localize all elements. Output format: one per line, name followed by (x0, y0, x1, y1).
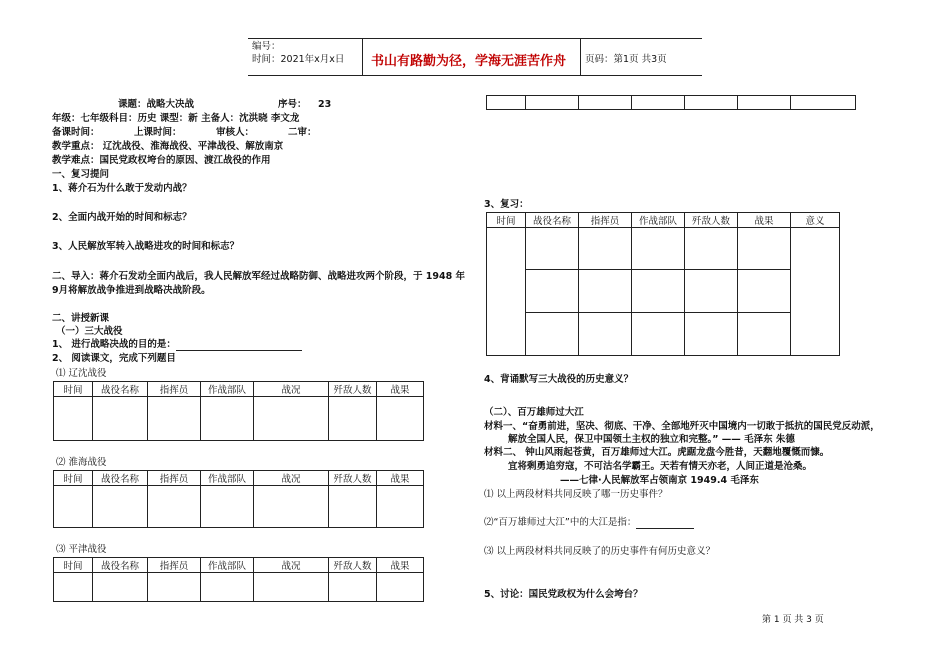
table-cell[interactable] (632, 270, 685, 313)
liaoshen-table (53, 381, 424, 441)
table-cell[interactable] (526, 313, 579, 356)
table-cell[interactable] (54, 573, 93, 602)
lesson-info-line: 年级：七年级科目：历史 课型：新 主备人：沈洪晓 李文龙 (52, 113, 300, 124)
table-cell[interactable] (791, 228, 840, 356)
intro-line-1: 二、导入：蒋介石发动全面内战后，我人民解放军经过战略防御、战略进攻两个阶段，于 1948 年 (52, 271, 466, 282)
table-header-cell: 战果 (377, 558, 424, 573)
prep-time-label: 备课时间： (52, 127, 100, 138)
table-cell[interactable] (738, 313, 791, 356)
table-cell[interactable] (148, 573, 201, 602)
table-cell[interactable] (791, 96, 856, 110)
review-q1: 1、蒋介石为什么敢于发动内战？ (52, 183, 192, 194)
table-header-cell: 战果 (377, 382, 424, 397)
table-cell[interactable] (148, 397, 201, 441)
table-header-cell: 战况 (254, 558, 329, 573)
header-time-label: 时间：2021年x月x日 (252, 54, 345, 65)
table-cell[interactable] (254, 573, 329, 602)
table-cell[interactable] (526, 96, 579, 110)
review-heading: 一、复习提问 (52, 169, 110, 180)
intro-line-2: 9月将解放战争推进到战略决战阶段。 (52, 285, 211, 296)
decisive-battle-purpose-label: 1、 进行战略决战的目的是： (52, 339, 176, 350)
table-cell[interactable] (685, 270, 738, 313)
material-1-line-1: 材料一、“奋勇前进，坚决、彻底、干净、全部地歼灭中国境内一切敢于抵抗的国民党反动派， (484, 421, 880, 432)
table-cell[interactable] (738, 96, 791, 110)
table-header-cell: 作战部队 (632, 213, 685, 228)
review-q3: 3、人民解放军转入战略进攻的时间和标志？ (52, 241, 240, 252)
three-battles-heading: （一）三大战役 (56, 326, 123, 337)
lesson-title: 课题：战略大决战 (118, 99, 195, 110)
table-cell[interactable] (54, 397, 93, 441)
battle-pingjin-label: ⑶ 平津战役 (56, 544, 107, 555)
header-top-rule (248, 38, 702, 39)
table-cell[interactable] (526, 228, 579, 270)
table-header-cell: 作战部队 (201, 471, 254, 486)
header-motto: 书山有路勤为径，学海无涯苦作舟 (371, 54, 567, 69)
table-cell[interactable] (685, 228, 738, 270)
table-header-cell: 战役名称 (526, 213, 579, 228)
table-header-cell: 作战部队 (201, 382, 254, 397)
table-cell[interactable] (377, 573, 424, 602)
table-cell[interactable] (329, 486, 377, 528)
table-cell[interactable] (685, 313, 738, 356)
second-prep-label: 二审： (288, 127, 317, 138)
table-cell[interactable] (487, 228, 526, 356)
header-code-label: 编号： (252, 41, 281, 52)
table-cell[interactable] (632, 313, 685, 356)
difficulties: 教学难点：国民党政权垮台的原因、渡江战役的作用 (52, 155, 271, 166)
continuation-table-row (486, 95, 856, 110)
table-header-cell: 时间 (54, 471, 93, 486)
table-cell[interactable] (579, 270, 632, 313)
review-q2: 2、全面内战开始的时间和标志？ (52, 212, 192, 223)
table-header-cell: 时间 (487, 213, 526, 228)
crossing-river-heading: （二）、百万雄师过大江 (484, 407, 584, 418)
material-2-attribution: ——七律·人民解放军占领南京 1949.4 毛泽东 (560, 475, 759, 486)
table-cell[interactable] (579, 228, 632, 270)
footer-page-number: 第 1 页 共 3 页 (762, 615, 824, 625)
table-header-cell: 战况 (254, 471, 329, 486)
table-cell[interactable] (329, 397, 377, 441)
class-time-label: 上课时间： (134, 127, 182, 138)
great-river-answer-blank[interactable] (636, 517, 694, 529)
table-header-cell: 战役名称 (93, 382, 148, 397)
table-cell[interactable] (201, 573, 254, 602)
table-cell[interactable] (632, 228, 685, 270)
table-cell[interactable] (738, 270, 791, 313)
header-divider-right (580, 38, 581, 76)
table-cell[interactable] (579, 96, 632, 110)
table-cell[interactable] (93, 573, 148, 602)
key-points: 教学重点： 辽沈战役、淮海战役、平津战役、解放南京 (52, 141, 284, 152)
table-header-cell: 意义 (791, 213, 840, 228)
table-cell[interactable] (526, 270, 579, 313)
table-cell[interactable] (254, 397, 329, 441)
material-2-line-2: 宜将剩勇追穷寇，不可沽名学霸王。天若有情天亦老，人间正道是沧桑。 (508, 461, 813, 472)
table-cell[interactable] (54, 486, 93, 528)
header-page-label: 页码：第1页 共3页 (585, 54, 667, 65)
table-cell[interactable] (148, 486, 201, 528)
table-cell[interactable] (738, 228, 791, 270)
table-cell[interactable] (632, 96, 685, 110)
new-lesson-item-2: 2、 阅读课文，完成下列题目 (52, 353, 176, 364)
table-cell[interactable] (254, 486, 329, 528)
table-header-cell: 时间 (54, 558, 93, 573)
table-header-cell: 战况 (254, 382, 329, 397)
table-header-cell: 歼敌人数 (329, 382, 377, 397)
reviewer-label: 审核人： (216, 127, 255, 138)
huaihai-table (53, 470, 424, 528)
right-question-2 (484, 516, 694, 529)
table-header-cell: 战果 (377, 471, 424, 486)
table-header-cell: 歼敌人数 (329, 471, 377, 486)
table-header-cell: 指挥员 (148, 382, 201, 397)
table-cell[interactable] (201, 486, 254, 528)
new-lesson-heading: 二、讲授新课 (52, 313, 110, 324)
material-1-line-2: 解放全国人民，保卫中国领土主权的独立和完整。” —— 毛泽东 朱德 (508, 434, 795, 445)
header-divider-left (362, 38, 363, 76)
table-header-cell: 歼敌人数 (329, 558, 377, 573)
table-header-cell: 战果 (738, 213, 791, 228)
table-header-cell: 指挥员 (148, 558, 201, 573)
lesson-seq-label: 序号： (278, 99, 307, 110)
review-table-label: 3、复习： (484, 199, 529, 210)
question-5: 5、讨论：国民党政权为什么会垮台？ (484, 589, 643, 600)
lesson-seq-value: 23 (318, 99, 332, 110)
purpose-answer-blank[interactable] (176, 339, 302, 351)
table-header-cell: 歼敌人数 (685, 213, 738, 228)
header-bottom-rule (248, 75, 702, 76)
review-table (486, 212, 840, 356)
pingjin-table (53, 557, 424, 602)
table-cell[interactable] (377, 486, 424, 528)
table-cell[interactable] (201, 397, 254, 441)
table-cell[interactable] (377, 397, 424, 441)
table-cell[interactable] (93, 397, 148, 441)
table-header-cell: 作战部队 (201, 558, 254, 573)
table-header-cell: 战役名称 (93, 558, 148, 573)
table-header-cell: 指挥员 (148, 471, 201, 486)
table-cell[interactable] (579, 313, 632, 356)
table-header-cell: 时间 (54, 382, 93, 397)
right-question-3: ⑶ 以上两段材料共同反映了的历史事件有何历史意义？ (484, 546, 716, 557)
material-2-line-1: 材料二、 钟山风雨起苍黄，百万雄师过大江。虎踞龙盘今胜昔，天翻地覆慨而慷。 (484, 447, 830, 458)
question-4: 4、背诵默写三大战役的历史意义？ (484, 374, 634, 385)
table-header-cell: 指挥员 (579, 213, 632, 228)
table-cell[interactable] (487, 96, 526, 110)
battle-liaoshen-label: ⑴ 辽沈战役 (56, 368, 107, 379)
right-question-1: ⑴ 以上两段材料共同反映了哪一历史事件？ (484, 489, 668, 500)
great-river-question-label: ⑵“百万雄师过大江”中的大江是指： (484, 517, 637, 528)
new-lesson-item-1 (52, 338, 302, 351)
table-cell[interactable] (329, 573, 377, 602)
table-header-cell: 战役名称 (93, 471, 148, 486)
battle-huaihai-label: ⑵ 淮海战役 (56, 457, 107, 468)
table-cell[interactable] (93, 486, 148, 528)
table-cell[interactable] (685, 96, 738, 110)
